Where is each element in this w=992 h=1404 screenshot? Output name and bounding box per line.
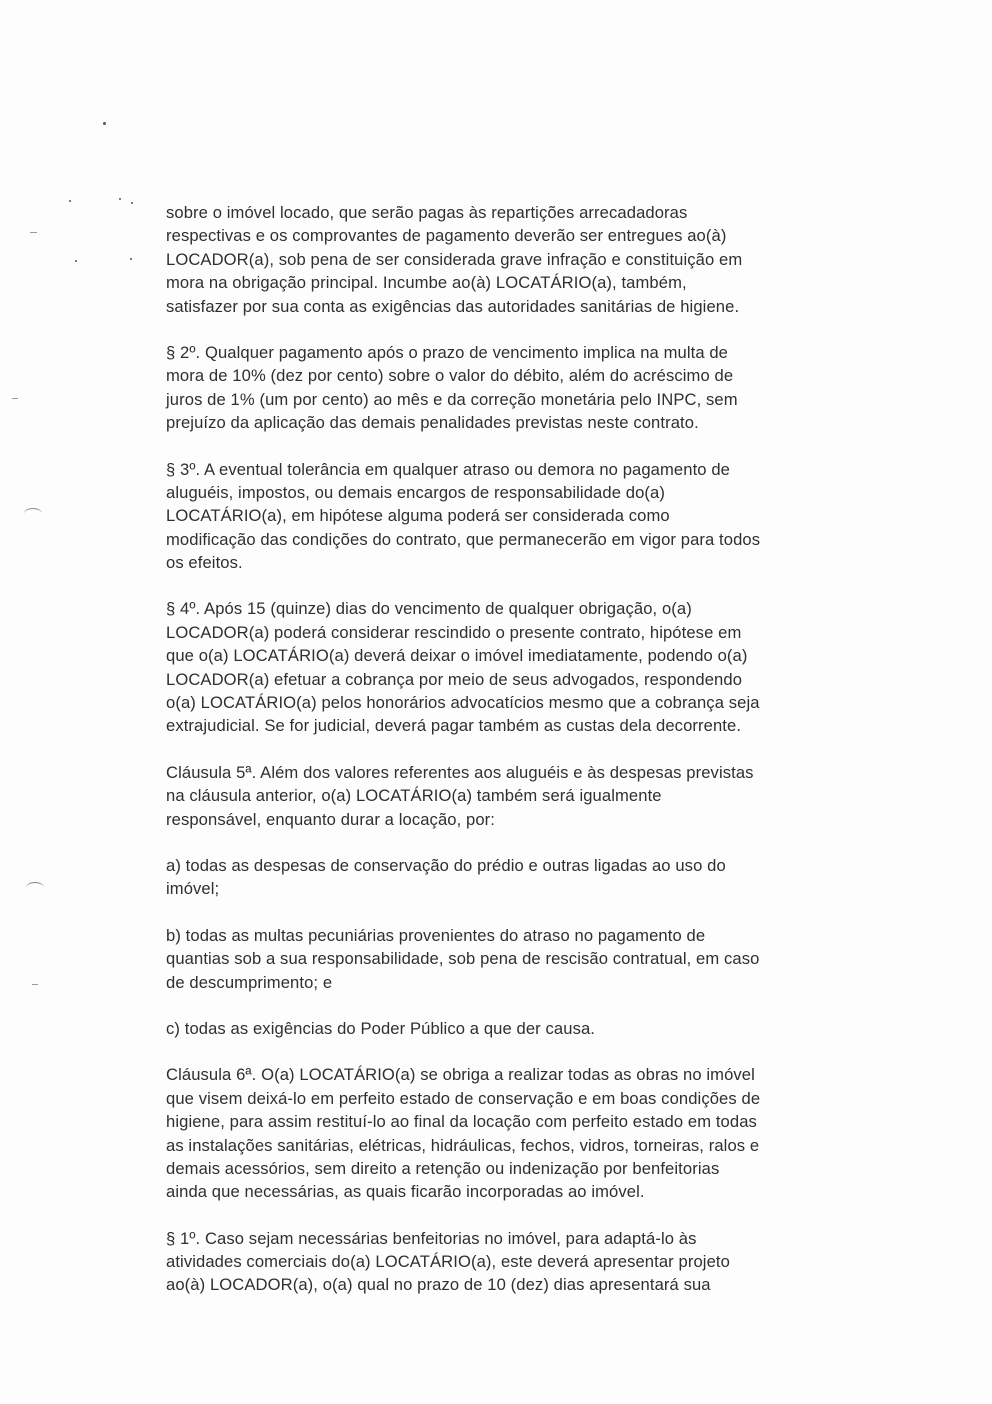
text-line: ainda que necessárias, as quais ficarão incorporadas ao imóvel. <box>166 1182 645 1202</box>
text-line: b) todas as multas pecuniárias provenientes do atraso no pagamento de <box>166 925 706 945</box>
margin-mark <box>24 508 42 519</box>
contract-text <box>166 201 826 1297</box>
text-line: Cláusula 6ª. O(a) LOCATÁRIO(a) se obriga a realizar todas as obras no imóvel <box>166 1065 755 1085</box>
text-line: juros de 1% (um por cento) ao mês e da correção monetária pelo INPC, sem <box>166 389 738 409</box>
text-line: c) todas as exigências do Poder Público a que der causa. <box>166 1018 595 1038</box>
paragraph-item-c <box>166 1017 826 1040</box>
text-line: imóvel; <box>166 879 220 899</box>
text-line: LOCADOR(a), sob pena de ser considerada grave infração e constituição em <box>166 249 743 269</box>
paragraph-section-2 <box>166 341 826 435</box>
text-line: § 3º. A eventual tolerância em qualquer atraso ou demora no pagamento de <box>166 459 730 479</box>
text-line: mora de 10% (dez por cento) sobre o valor do débito, além do acréscimo de <box>166 366 734 386</box>
text-line: mora na obrigação principal. Incumbe ao(à) LOCATÁRIO(a), também, <box>166 273 687 293</box>
text-line: quantias sob a sua responsabilidade, sob pena de rescisão contratual, em caso <box>166 949 760 969</box>
text-line: a) todas as despesas de conservação do prédio e outras ligadas ao uso do <box>166 855 726 875</box>
text-line: na cláusula anterior, o(a) LOCATÁRIO(a) também será igualmente <box>166 786 662 806</box>
scan-speck <box>130 258 132 260</box>
scan-mark <box>32 984 38 985</box>
paragraph-clause-5 <box>166 761 826 831</box>
text-line: higiene, para assim restituí-lo ao final da locação com perfeito estado em todas <box>166 1112 757 1132</box>
paragraph-section-3 <box>166 458 826 575</box>
text-line: ao(à) LOCADOR(a), o(a) qual no prazo de 10 (dez) dias apresentará sua <box>166 1275 711 1295</box>
text-line: LOCADOR(a) poderá considerar rescindido o presente contrato, hipótese em <box>166 622 742 642</box>
paragraph-section-4 <box>166 597 826 737</box>
scan-mark <box>30 232 37 233</box>
scan-speck <box>131 202 133 204</box>
paragraph-continuation <box>166 201 826 318</box>
text-line: atividades comerciais do(a) LOCATÁRIO(a), este deverá apresentar projeto <box>166 1252 730 1272</box>
text-line: que visem deixá-lo em perfeito estado de conservação e em boas condições de <box>166 1088 761 1108</box>
text-line: responsável, enquanto durar a locação, por: <box>166 809 496 829</box>
text-line: prejuízo da aplicação das demais penalidades previstas neste contrato. <box>166 413 699 433</box>
scan-speck <box>103 122 106 125</box>
text-line: os efeitos. <box>166 553 243 573</box>
text-line: de descumprimento; e <box>166 972 333 992</box>
text-line: aluguéis, impostos, ou demais encargos de responsabilidade do(a) <box>166 482 665 502</box>
text-line: o(a) LOCATÁRIO(a) pelos honorários advocatícios mesmo que a cobrança seja <box>166 693 760 713</box>
text-line: as instalações sanitárias, elétricas, hidráulicas, fechos, vidros, torneiras, ralos e <box>166 1135 760 1155</box>
margin-mark <box>26 882 44 893</box>
scan-speck <box>69 200 71 202</box>
text-line: Cláusula 5ª. Além dos valores referentes aos aluguéis e às despesas previstas <box>166 762 754 782</box>
text-line: satisfazer por sua conta as exigências das autoridades sanitárias de higiene. <box>166 296 740 316</box>
scan-mark <box>12 398 18 399</box>
text-line: LOCATÁRIO(a), em hipótese alguma poderá ser considerada como <box>166 506 670 526</box>
paragraph-item-a <box>166 854 826 901</box>
text-line: § 2º. Qualquer pagamento após o prazo de vencimento implica na multa de <box>166 342 729 362</box>
text-line: modificação das condições do contrato, que permanecerão em vigor para todos <box>166 529 761 549</box>
text-line: que o(a) LOCATÁRIO(a) deverá deixar o imóvel imediatamente, podendo o(a) <box>166 646 748 666</box>
scan-speck <box>75 260 77 262</box>
paragraph-section-1 <box>166 1227 826 1297</box>
text-line: extrajudicial. Se for judicial, deverá pagar também as custas dela decorrente. <box>166 716 742 736</box>
paragraph-item-b <box>166 924 826 994</box>
paragraph-clause-6 <box>166 1063 826 1203</box>
text-line: respectivas e os comprovantes de pagamento deverão ser entregues ao(à) <box>166 226 727 246</box>
text-line: § 1º. Caso sejam necessárias benfeitorias no imóvel, para adaptá-lo às <box>166 1228 697 1248</box>
text-line: § 4º. Após 15 (quinze) dias do vencimento de qualquer obrigação, o(a) <box>166 599 692 619</box>
text-line: sobre o imóvel locado, que serão pagas às repartições arrecadadoras <box>166 203 688 222</box>
scan-speck <box>119 198 121 200</box>
text-line: demais acessórios, sem direito a retenção ou indenização por benfeitorias <box>166 1158 720 1178</box>
text-line: LOCADOR(a) efetuar a cobrança por meio de seus advogados, respondendo <box>166 669 743 689</box>
